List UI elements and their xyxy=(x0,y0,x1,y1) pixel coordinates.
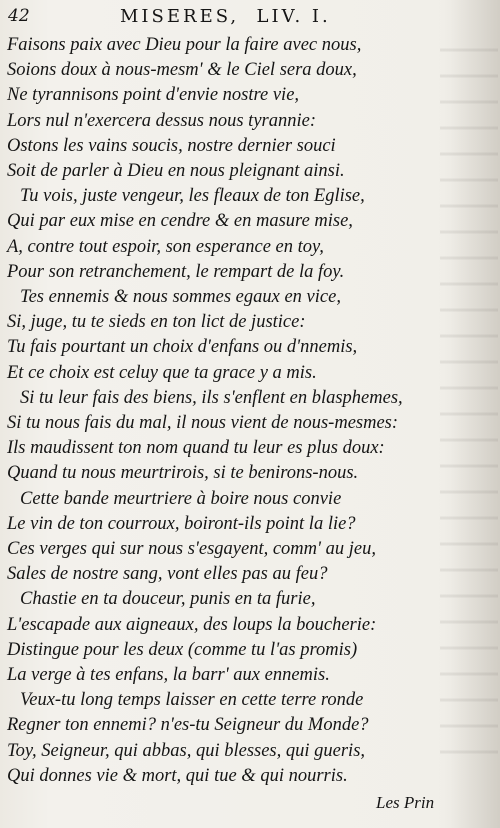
page-header xyxy=(8,6,478,32)
verse-line: Cette bande meurtriere à boire nous convie xyxy=(20,488,342,509)
verse-line: Regner ton ennemi? n'es-tu Seigneur du Monde? xyxy=(7,715,369,736)
verse-line: Faisons paix avec Dieu pour la faire avec nous, xyxy=(7,35,362,55)
verse-line: A, contre tout espoir, son esperance en toy, xyxy=(7,236,324,257)
catchword: Les Prin xyxy=(376,793,435,812)
verse-line: Tu vois, juste vengeur, les fleaux de ton Eglise, xyxy=(20,186,365,207)
verse-line: Et ce choix est celuy que ta grace y a mis. xyxy=(7,362,317,383)
page-number: 42 xyxy=(8,6,30,26)
verse-line: Tes ennemis & nous sommes egaux en vice, xyxy=(20,287,341,307)
verse-line: Qui par eux mise en cendre & en masure mise, xyxy=(7,211,353,232)
verse-line: Soit de parler à Dieu en nous pleignant ainsi. xyxy=(7,161,345,181)
verse-line: Tu fais pourtant un choix d'enfans ou d'nnemis, xyxy=(7,337,358,358)
verse-line: Pour son retranchement, le rempart de la foy. xyxy=(7,261,345,282)
verse-line: L'escapade aux aigneaux, des loups la boucherie: xyxy=(7,614,377,635)
facing-page-bleed xyxy=(438,0,500,828)
verse-line: Toy, Seigneur, qui abbas, qui blesses, qui gueris, xyxy=(7,740,366,761)
verse-line: Si tu leur fais des biens, ils s'enflent en blasphemes, xyxy=(20,387,403,408)
verse-line: Distingue pour les deux (comme tu l'as promis) xyxy=(7,639,358,660)
verse-line: Chastie en ta douceur, punis en ta furie, xyxy=(20,589,316,610)
verse-line: Veux-tu long temps laisser en cette terre ronde xyxy=(20,690,364,711)
verse-line: Ostons les vains soucis, nostre dernier souci xyxy=(7,135,336,156)
running-title: MISERES, LIV. I. xyxy=(120,6,331,27)
verse-line: Ne tyrannisons point d'envie nostre vie, xyxy=(7,85,300,106)
verse-line: Soions doux à nous-mesm' & le Ciel sera doux, xyxy=(7,60,357,81)
bleed-through-text xyxy=(440,30,498,760)
verse-line: Sales de nostre sang, vont elles pas au feu? xyxy=(7,564,328,585)
verse-line: Le vin de ton courroux, boiront-ils point la lie? xyxy=(7,513,356,534)
verse-line: Si tu nous fais du mal, il nous vient de nous-mesmes: xyxy=(7,413,399,433)
verse-line: Qui donnes vie & mort, qui tue & qui nourris. xyxy=(7,765,348,786)
verse-line: Quand tu nous meurtrirois, si te benirons-nous. xyxy=(7,463,359,484)
verse-line: La verge à tes enfans, la barr' aux ennemis. xyxy=(7,665,330,685)
verse-line: Ils maudissent ton nom quand tu leur es plus doux: xyxy=(7,438,385,459)
verse-line: Si, juge, tu te sieds en ton lict de justice: xyxy=(7,312,306,333)
verse-line: Ces verges qui sur nous s'esgayent, comm' au jeu, xyxy=(7,539,376,559)
verse-line: Lors nul n'exercera dessus nous tyrannie: xyxy=(7,110,316,131)
